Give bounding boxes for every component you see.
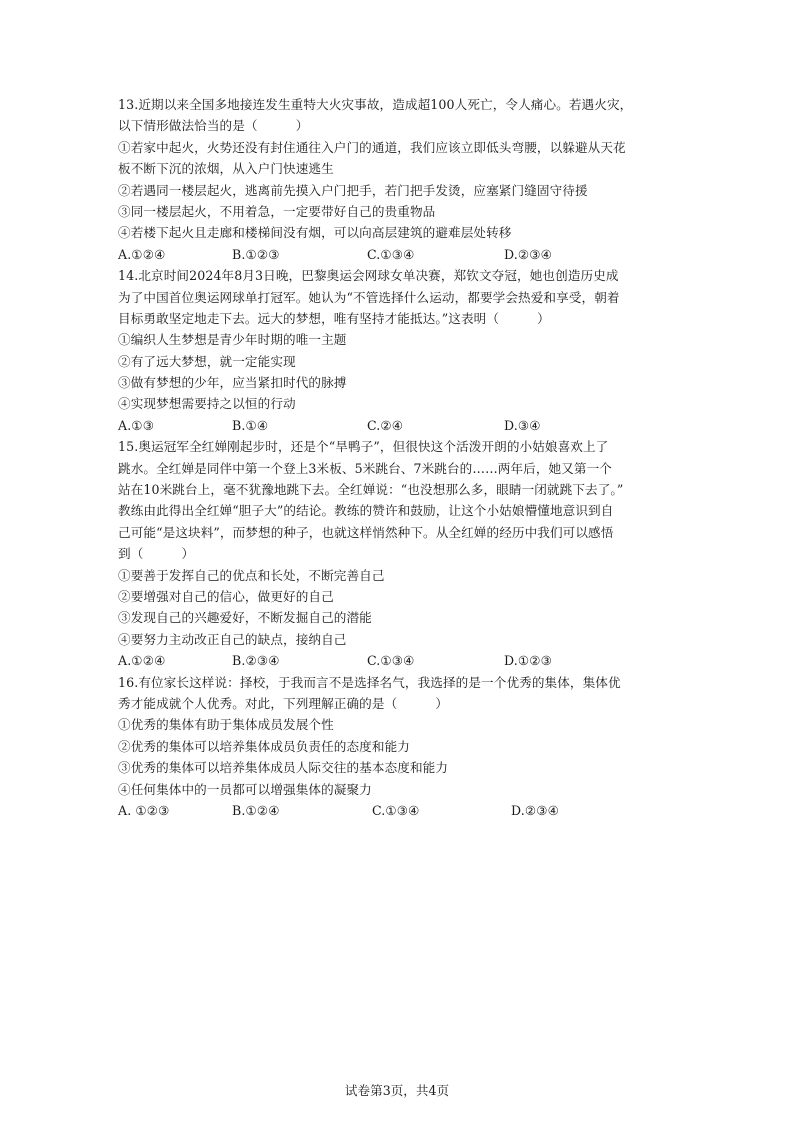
answer-option[interactable]: D.①②③	[504, 653, 553, 669]
question-block	[118, 94, 684, 265]
question-stem-line: 跳水。全红婵是同伴中第一个登上3米板、5米跳台、7米跳台的……两年后，她又第一个	[118, 460, 613, 476]
answer-options	[118, 244, 684, 265]
answer-options	[118, 650, 684, 671]
answer-options	[118, 415, 684, 436]
answer-option[interactable]: B.①④	[232, 417, 269, 433]
answer-option[interactable]: A.①②④	[118, 653, 166, 669]
answer-option[interactable]: B.②③④	[232, 653, 280, 669]
statement-line: ①若家中起火，火势还没有封住通往入户门的通道，我们应该立即低头弯腰，以躲避从天花	[118, 139, 626, 155]
answer-option[interactable]: D.②③④	[504, 246, 553, 262]
answer-options	[118, 800, 684, 821]
answer-option[interactable]: C.②④	[367, 417, 404, 433]
answer-option[interactable]: A.①③	[118, 417, 155, 433]
question-stem-line: 15.奥运冠军全红婵刚起步时，还是个“旱鸭子”，但很快这个活泼开朗的小姑娘喜欢上了	[118, 439, 609, 455]
statement-line: ①要善于发挥自己的优点和长处，不断完善自己	[118, 567, 385, 583]
statement-line: ④实现梦想需要持之以恒的行动	[118, 396, 296, 412]
statement-line: ②要增强对自己的信心，做更好的自己	[118, 588, 334, 604]
question-block	[118, 672, 684, 822]
question-block	[118, 265, 684, 436]
question-stem-line: 13.近期以来全国多地接连发生重特大火灾事故，造成超100人死亡，令人痛心。若遇火灾，	[118, 97, 633, 112]
statement-line: ①优秀的集体有助于集体成员发展个性	[118, 717, 334, 733]
exam-page	[118, 94, 684, 821]
answer-option[interactable]: B.①②④	[232, 802, 280, 818]
answer-option[interactable]: B.①②③	[232, 246, 280, 262]
question-stem-line: 站在10米跳台上，毫不犹豫地跳下去。全红婵说：“也没想那么多，眼睛一闭就跳下去了。”	[118, 482, 624, 498]
question-stem-line: 以下情形做法恰当的是（ ）	[118, 118, 309, 134]
statement-line: ②若遇同一楼层起火，逃离前先摸入户门把手，若门把手发烫，应塞紧门缝固守待援	[118, 182, 588, 198]
answer-option[interactable]: A.①②④	[118, 246, 166, 262]
statement-line: ④要努力主动改正自己的缺点，接纳自己	[118, 631, 347, 647]
question-stem-line: 为了中国首位奥运网球单打冠军。她认为“不管选择什么运动，都要学会热爱和享受，朝着	[118, 289, 620, 305]
statement-line: ③发现自己的兴趣爱好，不断发掘自己的潜能	[118, 610, 372, 626]
statement-line: ③同一楼层起火，不用着急，一定要带好自己的贵重物品	[118, 203, 436, 219]
question-stem-line: 目标勇敢坚定地走下去。远大的梦想，唯有坚持才能抵达。”这表明（ ）	[118, 310, 550, 326]
statement-line: ①编织人生梦想是青少年时期的唯一主题	[118, 332, 347, 348]
question-stem-line: 己可能“是这块料”，而梦想的种子，也就这样悄然种下。从全红婵的经历中我们可以感悟	[118, 524, 614, 540]
statement-line: ④若楼下起火且走廊和楼梯间没有烟，可以向高层建筑的避难层处转移	[118, 225, 512, 241]
question-stem-line: 14.北京时间2024年8月3日晚，巴黎奥运会网球女单决赛，郑钦文夺冠，她也创造历史成	[118, 268, 619, 284]
statement-line: ③优秀的集体可以培养集体成员人际交往的基本态度和能力	[118, 760, 449, 776]
question-stem-line: 16.有位家长这样说：择校，于我而言不是选择名气，我选择的是一个优秀的集体，集体优	[118, 674, 621, 690]
statement-line: ④任何集体中的一员都可以增强集体的凝聚力	[118, 781, 372, 797]
answer-option[interactable]: C.①③④	[367, 653, 415, 669]
question-stem-line: 秀才能成就个人优秀。对此，下列理解正确的是（ ）	[118, 695, 449, 711]
statement-line: ②有了远大梦想，就一定能实现	[118, 353, 296, 369]
statement-line: ②优秀的集体可以培养集体成员负责任的态度和能力	[118, 738, 410, 754]
answer-option[interactable]: A. ①②③	[118, 802, 170, 818]
answer-option[interactable]: D.③④	[504, 417, 541, 433]
answer-option[interactable]: C.①③④	[367, 246, 415, 262]
question-stem-line: 到（ ）	[118, 546, 195, 562]
answer-option[interactable]: D.②③④	[511, 802, 560, 818]
question-stem-line: 教练由此得出全红婵“胆子大”的结论。教练的赞许和鼓励，让这个小姑娘懵懂地意识到自	[118, 503, 614, 519]
statement-line: ③做有梦想的少年，应当紧扣时代的脉搏	[118, 375, 347, 391]
answer-option[interactable]: C.①③④	[372, 802, 420, 818]
statement-line: 板不断下沉的浓烟，从入户门快速逃生	[118, 161, 334, 177]
page-footer: 试卷第3页，共4页	[344, 1083, 450, 1098]
question-block	[118, 436, 684, 671]
